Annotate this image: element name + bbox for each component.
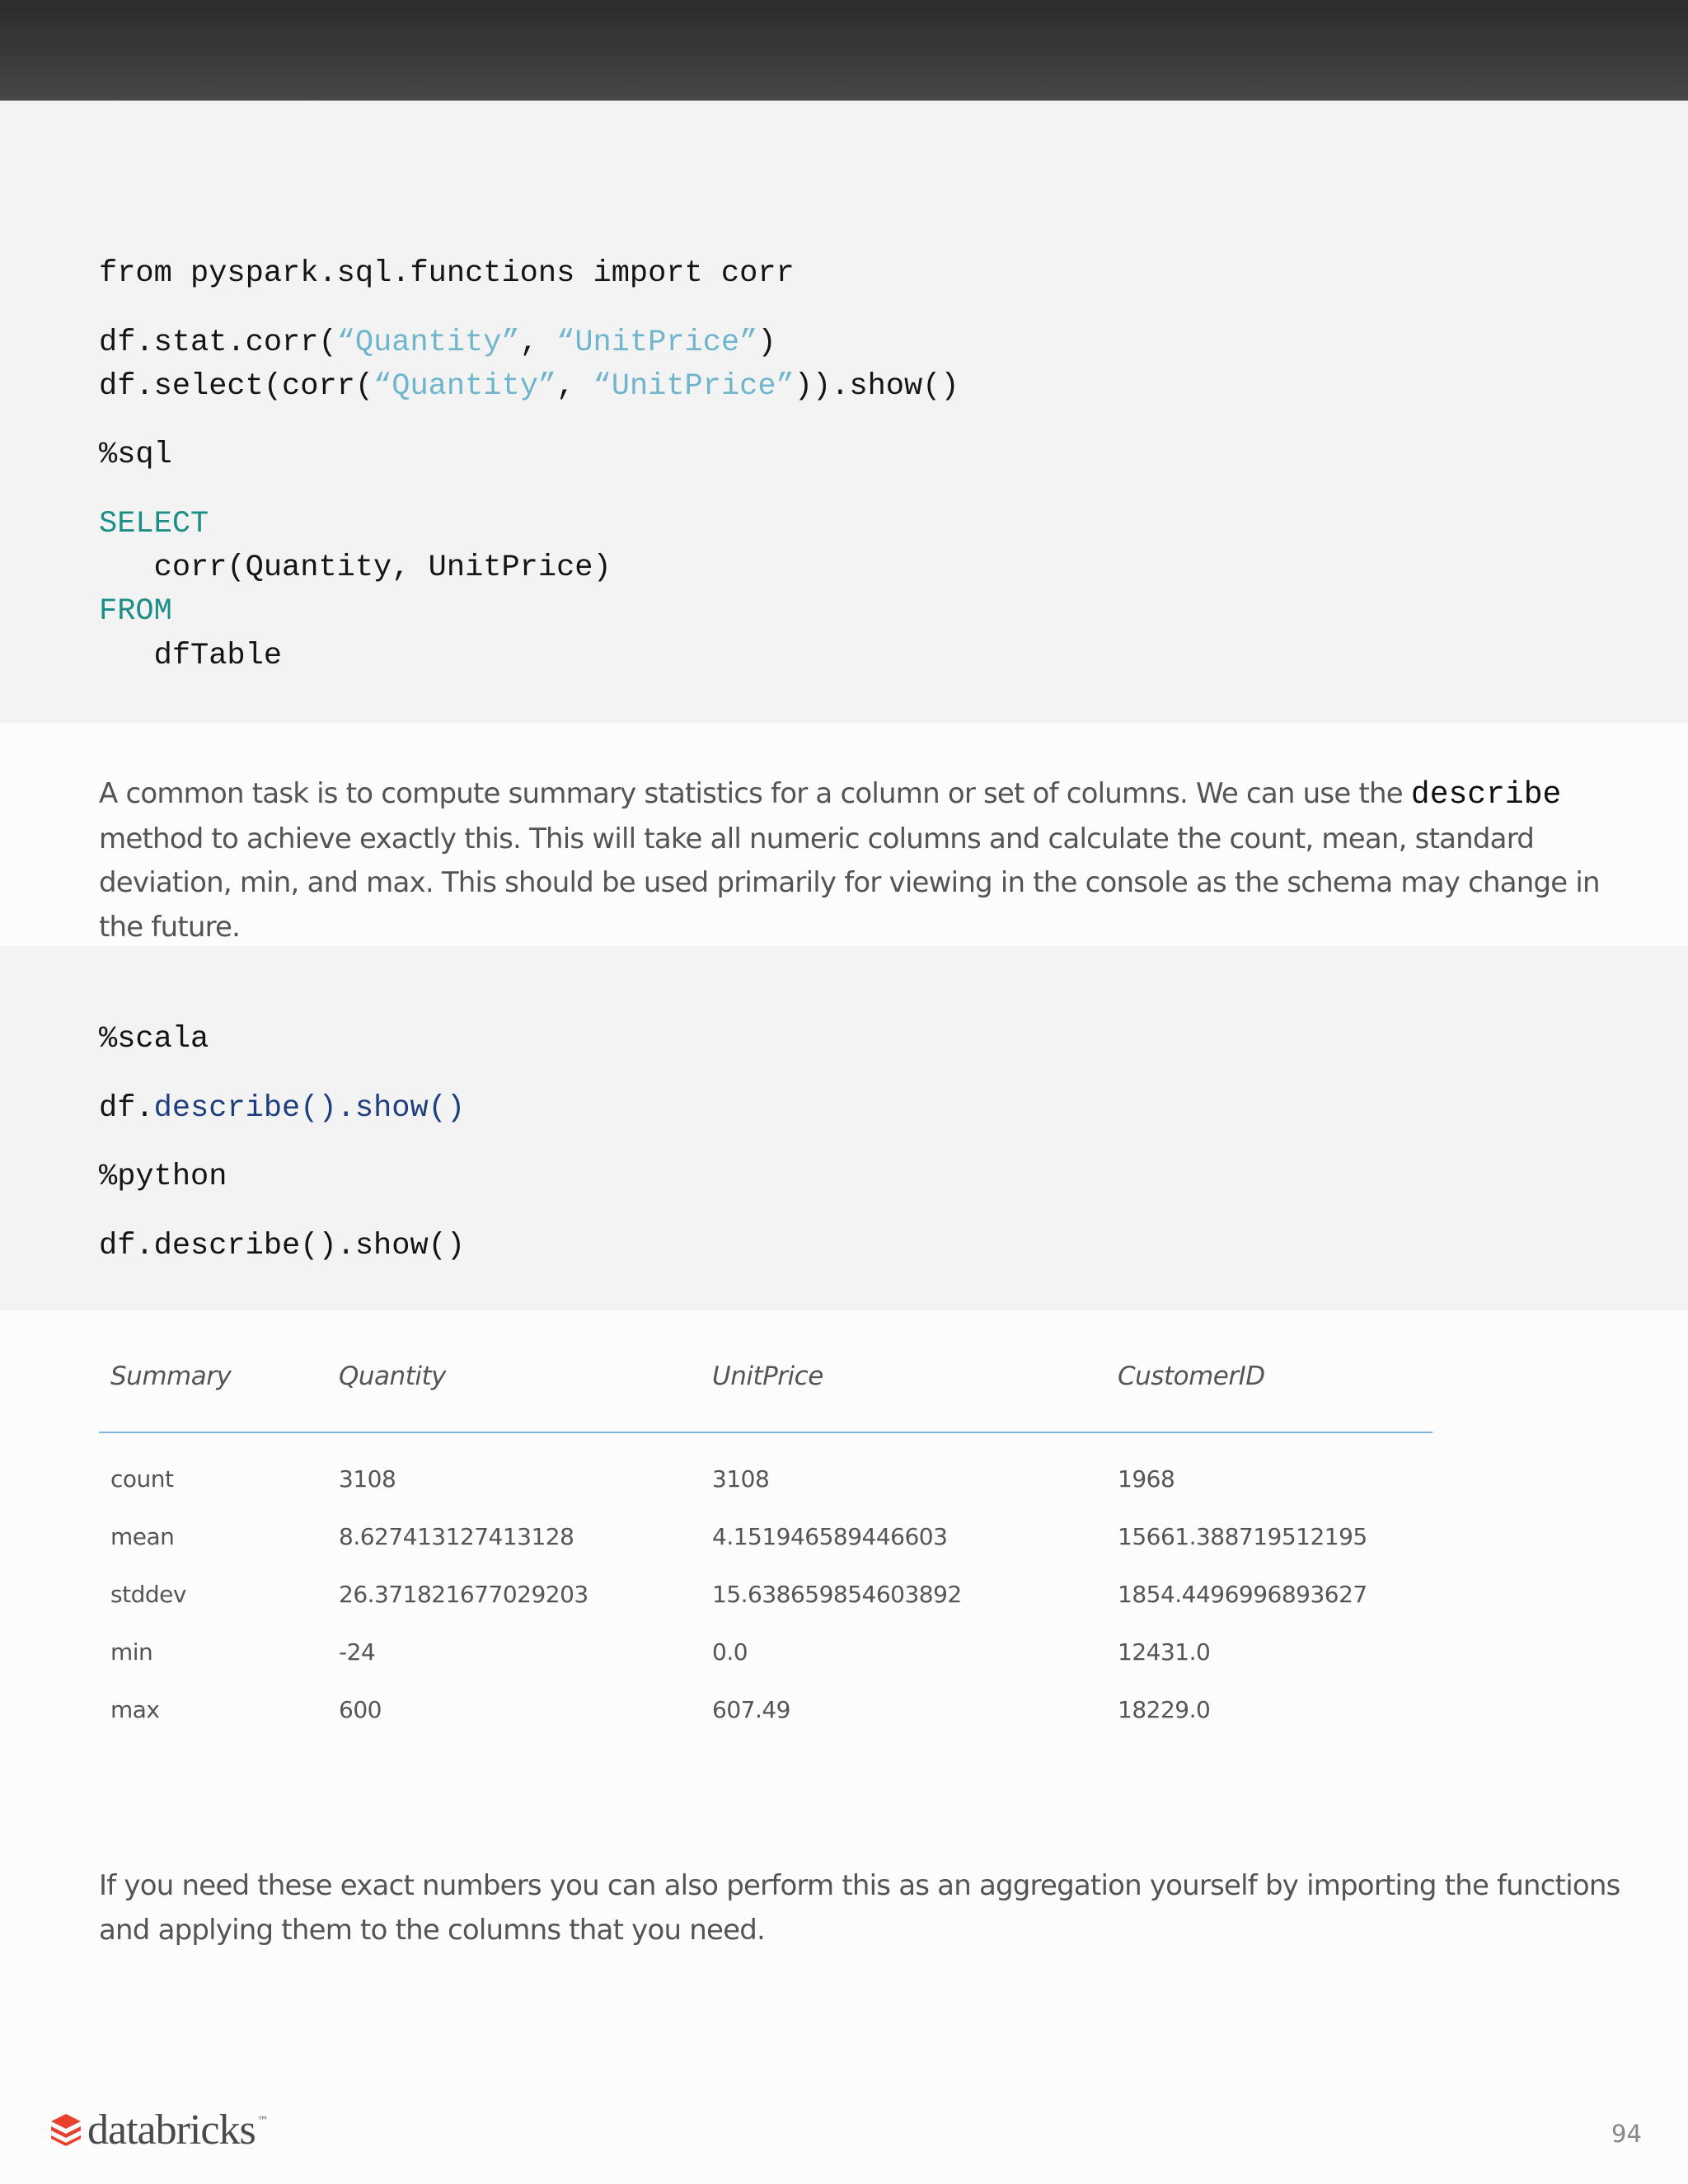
code-line: %scala — [99, 1022, 209, 1057]
table-cell: 12431.0 — [1118, 1638, 1211, 1666]
logo-wordmark: databricks — [87, 2106, 256, 2154]
code-line: df.stat.corr(“Quantity”, “UnitPrice”) — [99, 326, 776, 360]
table-cell: 26.371821677029203 — [339, 1581, 588, 1608]
table-cell: 15661.388719512195 — [1118, 1523, 1367, 1550]
body-paragraph: If you need these exact numbers you can also perform this as an aggregation yourself by importing the functions and applying them to the columns that you need. — [99, 1869, 1620, 1947]
body-paragraph: A common task is to compute summary statistics for a column or set of columns. We can use the describe method to achieve exactly this. This will take all numeric columns and calculate the count, mean, standard deviation, min, and max. This should be used primarily for viewing in the console as the schema may change in the future. — [99, 777, 1600, 944]
logo-trademark: ™ — [256, 2115, 269, 2128]
table-cell: mean — [110, 1523, 175, 1550]
table-cell: 1854.4496996893627 — [1118, 1581, 1367, 1608]
table-cell: stddev — [110, 1581, 186, 1608]
table-cell: 3108 — [712, 1465, 770, 1493]
table-cell: 0.0 — [712, 1638, 748, 1666]
table-cell: 607.49 — [712, 1696, 790, 1723]
table-cell: 8.627413127413128 — [339, 1523, 574, 1550]
table-header-rule — [99, 1432, 1432, 1433]
table-header: CustomerID — [1118, 1361, 1265, 1391]
databricks-logo — [49, 2105, 269, 2154]
code-line: from pyspark.sql.functions import corr — [99, 256, 795, 291]
code-line: %python — [99, 1160, 227, 1194]
code-block-corr — [0, 101, 1688, 723]
table-cell: 600 — [339, 1696, 382, 1723]
inline-code: describe — [1410, 777, 1562, 813]
code-line: dfTable — [99, 639, 283, 673]
table-cell: 4.151946589446603 — [712, 1523, 948, 1550]
code-keyword-select: SELECT — [99, 507, 209, 541]
code-line: df.describe().show() — [99, 1229, 466, 1263]
code-block-describe — [0, 946, 1688, 1310]
table-header: UnitPrice — [712, 1361, 823, 1391]
table-header: Summary — [110, 1361, 232, 1391]
code-line: %sql — [99, 438, 172, 472]
page-number: 94 — [1611, 2120, 1642, 2148]
code-line: df.select(corr(“Quantity”, “UnitPrice”)).show() — [99, 369, 959, 404]
table-header: Quantity — [339, 1361, 446, 1391]
table-cell: count — [110, 1465, 174, 1493]
table-cell: 1968 — [1118, 1465, 1175, 1493]
code-keyword-from: FROM — [99, 594, 172, 629]
table-cell: min — [110, 1638, 153, 1666]
table-cell: 3108 — [339, 1465, 396, 1493]
table-cell: max — [110, 1696, 160, 1723]
databricks-stack-icon — [49, 2112, 82, 2147]
header-banner — [0, 0, 1688, 101]
table-cell: 15.638659854603892 — [712, 1581, 962, 1608]
table-cell: -24 — [339, 1638, 376, 1666]
code-line: corr(Quantity, UnitPrice) — [99, 551, 612, 585]
code-line: df.describe().show() — [99, 1091, 466, 1126]
table-cell: 18229.0 — [1118, 1696, 1211, 1723]
